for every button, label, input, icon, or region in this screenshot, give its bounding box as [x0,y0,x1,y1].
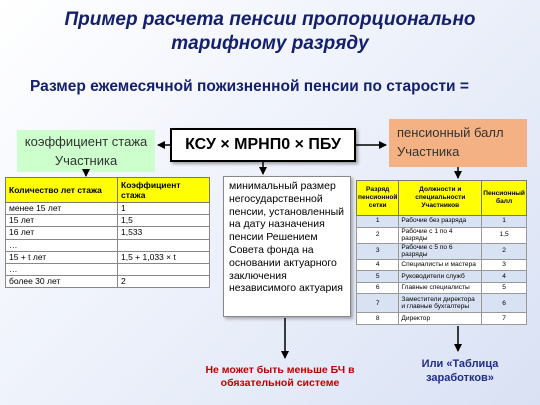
rank-cell: 8 [357,313,399,325]
rank-cell: 3 [357,243,399,259]
min-pension-note: Не может быть меньше БЧ в обязательной системе [205,364,355,389]
rank-cell: 1 [357,216,399,228]
points-cell: 2 [482,243,527,259]
rank-cell: 7 [357,294,399,313]
rank-header-grade: Разряд пенсионной сетки [357,181,399,216]
years-cell: 15 + t лет [6,251,118,263]
position-cell: Рабочие с 1 по 4 разряды [399,227,482,243]
coef-cell: 1,533 [118,227,210,239]
points-cell: 5 [482,282,527,294]
years-cell: более 30 лет [6,276,118,288]
years-cell: … [6,263,118,275]
coef-cell: 1,5 + 1,033 × t [118,251,210,263]
rank-cell: 5 [357,271,399,283]
years-cell: … [6,239,118,251]
points-cell: 4 [482,271,527,283]
rank-header-position: Должности и специальности Участников [399,181,482,216]
points-cell: 7 [482,313,527,325]
years-cell: 15 лет [6,215,118,227]
earnings-table-note: Или «Таблица заработков» [421,358,499,384]
years-cell: менее 15 лет [6,203,118,215]
rank-header-points: Пенсионный балл [482,181,527,216]
rank-cell: 2 [357,227,399,243]
position-cell: Директор [399,313,482,325]
experience-header-coef: Коэффициент стажа [118,178,210,203]
points-cell: 1 [482,216,527,228]
years-cell: 16 лет [6,227,118,239]
position-cell: Руководители служб [399,271,482,283]
rank-cell: 4 [357,259,399,271]
slide-title: Пример расчета пенсии пропорционально тарифному разряду [64,9,476,54]
rank-cell: 6 [357,282,399,294]
points-cell: 1,5 [482,227,527,243]
experience-header-years: Количество лет стажа [6,178,118,203]
position-cell: Главные специалисты [399,282,482,294]
min-pension-description: минимальный размер негосударственной пенсии, установленный на дату назначения пенсии Решением Совета фонда на основании актуарного заключения независимого актуария [223,176,351,317]
position-cell: Заместители директора и главные бухгалтеры [399,294,482,313]
coefficient-label-box: коэффициент стажа Участника [17,130,155,172]
formula-box: КСУ × МРНП0 × ПБУ [170,128,356,162]
coef-cell: 1,5 [118,215,210,227]
position-cell: Рабочие без разряда [399,216,482,228]
position-cell: Специалисты и мастера [399,259,482,271]
points-cell: 6 [482,294,527,313]
position-cell: Рабочие с 5 по 6 разряды [399,243,482,259]
points-cell: 3 [482,259,527,271]
coef-cell: 2 [118,276,210,288]
pension-point-label-box: пенсионный балл Участника [389,119,527,167]
coef-cell: 1 [118,203,210,215]
formula-caption: Размер ежемесячной пожизненной пенсии по старости = [30,78,469,95]
